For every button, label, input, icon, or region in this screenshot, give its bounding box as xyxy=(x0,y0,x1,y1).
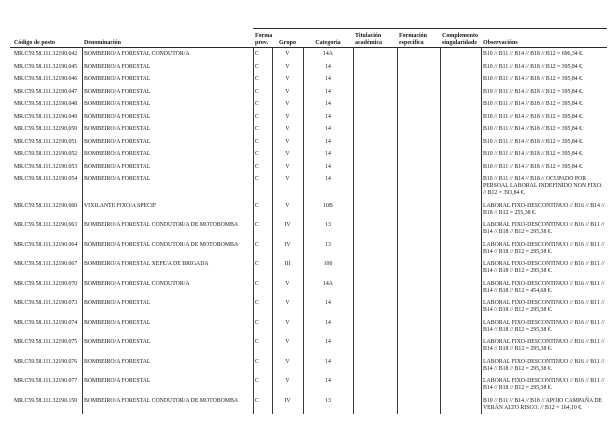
cell-observacions: LABORAL FIXO-DESCONTINUO // B16 // B14 // B18 // B12 = 255,38 €. xyxy=(483,202,605,216)
cell-codigo: MR.C59.58.111.32190.073 xyxy=(14,300,78,306)
cell-forma-prov: C xyxy=(255,319,259,326)
table-row xyxy=(10,61,607,74)
cell-denominacion: BOMBEIRO/A FORESTAL xyxy=(84,300,151,306)
cell-denominacion: BOMBEIRO/A FORESTAL CONDUTOR/A xyxy=(84,51,190,57)
table-body xyxy=(10,48,607,414)
cell-grupo: V xyxy=(285,176,290,182)
table-row xyxy=(10,219,607,239)
column-divider xyxy=(272,48,273,414)
col-header-formacion: Formación específica xyxy=(399,33,427,46)
cell-observacions: B10 // B11 // B14 // B18 // B12 = 395,84 €. xyxy=(483,63,584,70)
cell-forma-prov: C xyxy=(255,339,259,345)
cell-grupo: V xyxy=(285,202,290,209)
cell-grupo: V xyxy=(285,339,290,345)
cell-grupo: V xyxy=(285,76,290,82)
cell-codigo: MR.C59.58.111.32190.047 xyxy=(14,88,78,95)
column-divider xyxy=(481,48,482,414)
cell-observacions: B10 // B11 // B14 // B18 // B12 = 696,34 €. xyxy=(483,51,584,57)
column-divider xyxy=(353,48,354,414)
cell-categoria: 13 xyxy=(325,222,331,228)
cell-grupo: V xyxy=(285,151,290,157)
cell-codigo: MR.C59.58.111.32190.053 xyxy=(14,163,78,170)
cell-categoria: 14A xyxy=(323,280,333,287)
cell-grupo: IV xyxy=(284,222,291,228)
table-row xyxy=(10,317,607,337)
cell-denominacion: BOMBEIRO/A FORESTAL xyxy=(84,378,151,384)
column-divider xyxy=(397,48,398,414)
cell-grupo: V xyxy=(285,378,290,384)
cell-observacions: B10 // B11 // B14 // B18 // APOIO CAMPAÑA DE VERÁN ALTO RISCO. // B12 = 164,10 €. xyxy=(483,397,603,411)
cell-forma-prov: C xyxy=(255,241,259,248)
cell-codigo: MR.C59.58.111.32190.077 xyxy=(14,378,78,384)
cell-observacions: B10 // B11 // B14 // B18 // B12 = 395,84 €. xyxy=(483,76,584,82)
cell-denominacion: BOMBEIRO/A FORESTAL xyxy=(84,63,151,70)
cell-forma-prov: C xyxy=(255,261,259,267)
table-row xyxy=(10,356,607,376)
cell-grupo: V xyxy=(285,101,290,107)
cell-denominacion: BOMBEIRO/A FORESTAL xyxy=(84,319,151,326)
cell-grupo: V xyxy=(285,280,290,287)
cell-observacions: B10 // B11 // B14 // B18 // B12 = 395,84 €. xyxy=(483,88,584,95)
table-row xyxy=(10,48,607,61)
cell-grupo: V xyxy=(285,51,290,57)
cell-denominacion: BOMBEIRO/A FORESTAL xyxy=(84,101,151,107)
cell-denominacion: BOMBEIRO/A FORESTAL xyxy=(84,339,151,345)
table-row xyxy=(10,278,607,298)
cell-grupo: IV xyxy=(284,241,291,248)
cell-forma-prov: C xyxy=(255,222,259,228)
cell-forma-prov: C xyxy=(255,126,259,132)
cell-observacions: B10 // B11 // B14 // B18 // B12 = 395,84 €. xyxy=(483,126,584,132)
table-row xyxy=(10,148,607,161)
cell-codigo: MR.C59.58.111.32190.063 xyxy=(14,222,78,228)
cell-denominacion: BOMBEIRO/A FORESTAL CONDUTOR/A DE MOTOBOMBA xyxy=(84,222,239,228)
table-row xyxy=(10,123,607,136)
cell-observacions: LABORAL FIXO-DESCONTINUO // B16 // B11 // B14 // B18 // B12 = 454,68 €. xyxy=(483,280,605,294)
cell-forma-prov: C xyxy=(255,202,259,209)
table-row xyxy=(10,200,607,220)
cell-forma-prov: C xyxy=(255,358,259,365)
cell-codigo: MR.C59.58.111.32190.060 xyxy=(14,202,78,209)
cell-categoria: 100 xyxy=(323,261,333,267)
cell-observacions: B10 // B11 // B14 // B18 // B12 = 395,84 €. xyxy=(483,163,584,170)
cell-observacions: LABORAL FIXO-DESCONTINUO // B16 // B11 // B14 // B18 // B12 = 295,38 €. xyxy=(483,241,605,255)
table-row xyxy=(10,336,607,356)
cell-forma-prov: C xyxy=(255,88,259,95)
cell-codigo: MR.C59.58.111.32190.075 xyxy=(14,339,78,345)
cell-forma-prov: C xyxy=(255,63,259,70)
column-divider xyxy=(253,48,254,414)
cell-forma-prov: C xyxy=(255,163,259,170)
cell-observacions: B10 // B11 // B14 // B18 // B12 = 395,84 €. xyxy=(483,138,584,145)
cell-denominacion: BOMBEIRO/A FORESTAL CONDUTOR/A DE MOTOBOMBA xyxy=(84,397,239,404)
cell-grupo: V xyxy=(285,163,290,170)
cell-codigo: MR.C59.58.111.32190.067 xyxy=(14,261,78,267)
col-header-observacions: Observacións xyxy=(483,39,518,46)
cell-denominacion: BOMBEIRO/A FORESTAL xyxy=(84,138,151,145)
cell-forma-prov: C xyxy=(255,76,259,82)
cell-denominacion: BOMBEIRO/A FORESTAL CONDUTOR/A DE MOTOBOMBA xyxy=(84,241,239,248)
cell-categoria: 13 xyxy=(325,397,331,404)
col-header-grupo: Grupo xyxy=(278,39,296,46)
cell-observacions: B10 // B11 // B14 // B18 // B12 = 395,84 €. xyxy=(483,151,584,157)
cell-codigo: MR.C59.58.111.32190.070 xyxy=(14,280,78,287)
cell-grupo: III xyxy=(284,261,291,267)
cell-grupo: V xyxy=(285,319,290,326)
col-header-categoria: Categoría xyxy=(315,39,341,46)
cell-forma-prov: C xyxy=(255,300,259,306)
cell-forma-prov: C xyxy=(255,151,259,157)
table-row xyxy=(10,258,607,278)
cell-observacions: LABORAL FIXO-DESCONTINUO // B16 // B11 // B14 // B18 // B12 = 295,38 €. xyxy=(483,222,605,235)
cell-observacions: LABORAL FIXO-DESCONTINUO // B16 // B11 // B14 // B18 // B12 = 295,38 €. xyxy=(483,319,605,333)
cell-codigo: MR.C59.58.111.32190.045 xyxy=(14,63,78,70)
cell-grupo: IV xyxy=(284,397,291,404)
cell-categoria: 10B xyxy=(323,202,333,209)
cell-observacions: LABORAL FIXO-DESCONTINUO // B16 // B11 // B14 // B18 // B12 = 295,38 €. xyxy=(483,358,605,372)
cell-observacions: B10 // B11 // B14 // B18 // B12 = 395,84 €. xyxy=(483,113,584,120)
cell-categoria: 14 xyxy=(325,176,331,182)
column-divider xyxy=(303,48,304,414)
col-header-complemento: Complemento singularidade xyxy=(442,33,478,46)
cell-codigo: MR.C59.58.111.32190.052 xyxy=(14,151,78,157)
cell-categoria: 14 xyxy=(325,339,331,345)
column-divider xyxy=(82,48,83,414)
cell-categoria: 14A xyxy=(323,51,333,57)
cell-forma-prov: C xyxy=(255,101,259,107)
cell-grupo: V xyxy=(285,300,290,306)
table-row xyxy=(10,173,607,200)
cell-observacions: B10 // B11 // B14 // B18 // OCUPADO POR PERSOAL LABORAL INDEFINIDO NON FIXO. // B12 = 393,84 €. xyxy=(483,176,603,196)
cell-denominacion: BOMBEIRO/A FORESTAL xyxy=(84,151,151,157)
cell-codigo: MR.C59.58.111.32190.048 xyxy=(14,101,78,107)
cell-categoria: 14 xyxy=(325,63,331,70)
table-row xyxy=(10,297,607,317)
cell-codigo: MR.C59.58.111.32190.046 xyxy=(14,76,78,82)
col-header-denominacion: Denominación xyxy=(84,39,122,46)
table-row xyxy=(10,161,607,174)
cell-grupo: V xyxy=(285,113,290,120)
cell-denominacion: BOMBEIRO/A FORESTAL xyxy=(84,88,151,95)
cell-forma-prov: C xyxy=(255,138,259,145)
cell-categoria: 14 xyxy=(325,76,331,82)
cell-denominacion: BOMBEIRO/A FORESTAL xyxy=(84,358,151,365)
cell-categoria: 14 xyxy=(325,300,331,306)
cell-categoria: 14 xyxy=(325,378,331,384)
col-header-titulacion: Titulación académica xyxy=(355,33,382,46)
cell-codigo: MR.C59.58.111.32190.042 xyxy=(14,51,78,57)
cell-denominacion: BOMBEIRO/A FORESTAL xyxy=(84,176,151,182)
cell-grupo: V xyxy=(285,138,290,145)
cell-denominacion: BOMBEIRO/A FORESTAL XEFE/A DE BRIGADA xyxy=(84,261,209,267)
cell-categoria: 14 xyxy=(325,151,331,157)
cell-codigo: MR.C59.58.111.32190.050 xyxy=(14,126,78,132)
cell-observacions: LABORAL FIXO-DESCONTINUO // B16 // B11 // B14 // B18 // B12 = 295,38 €. xyxy=(483,339,605,352)
cell-grupo: V xyxy=(285,126,290,132)
cell-denominacion: BOMBEIRO/A FORESTAL xyxy=(84,126,151,132)
table-row xyxy=(10,375,607,395)
table-row xyxy=(10,111,607,124)
cell-categoria: 14 xyxy=(325,101,331,107)
cell-categoria: 14 xyxy=(325,319,331,326)
cell-codigo: MR.C59.58.111.32190.076 xyxy=(14,358,78,365)
cell-categoria: 14 xyxy=(325,126,331,132)
cell-denominacion: BOMBEIRO/A FORESTAL xyxy=(84,76,151,82)
cell-codigo: MR.C59.58.111.32190.064 xyxy=(14,241,78,248)
cell-observacions: LABORAL FIXO-DESCONTINUO // B16 // B11 // B14 // B18 // B12 = 295,38 €. xyxy=(483,261,605,274)
table-row xyxy=(10,86,607,99)
cell-categoria: 14 xyxy=(325,163,331,170)
cell-forma-prov: C xyxy=(255,378,259,384)
cell-categoria: 14 xyxy=(325,358,331,365)
col-header-forma-prov: Forma prov. xyxy=(255,33,273,46)
cell-observacions: LABORAL FIXO-DESCONTINUO // B16 // B11 // B14 // B18 // B12 = 295,38 €. xyxy=(483,300,605,313)
cell-grupo: V xyxy=(285,358,290,365)
table-row xyxy=(10,239,607,259)
cell-categoria: 13 xyxy=(325,241,331,248)
cell-grupo: V xyxy=(285,88,290,95)
cell-categoria: 14 xyxy=(325,113,331,120)
cell-observacions: B10 // B11 // B14 // B18 // B12 = 395,84 €. xyxy=(483,101,584,107)
cell-codigo: MR.C59.58.111.32190.150 xyxy=(14,397,78,404)
cell-codigo: MR.C59.58.111.32190.074 xyxy=(14,319,78,326)
cell-forma-prov: C xyxy=(255,113,259,120)
cell-denominacion: BOMBEIRO/A FORESTAL xyxy=(84,163,151,170)
rpt-table xyxy=(10,28,607,414)
cell-forma-prov: C xyxy=(255,176,259,182)
cell-grupo: V xyxy=(285,63,290,70)
table-header xyxy=(10,28,607,48)
cell-categoria: 14 xyxy=(325,138,331,145)
column-divider xyxy=(440,48,441,414)
cell-denominacion: BOMBEIRO/A FORESTAL xyxy=(84,113,151,120)
cell-forma-prov: C xyxy=(255,280,259,287)
col-header-codigo: Código de posto xyxy=(14,39,56,46)
table-row xyxy=(10,98,607,111)
cell-denominacion: BOMBEIRO/A FORESTAL CONDUTOR/A xyxy=(84,280,190,287)
table-row xyxy=(10,395,607,415)
cell-forma-prov: C xyxy=(255,51,259,57)
cell-codigo: MR.C59.58.111.32190.054 xyxy=(14,176,78,182)
cell-denominacion: VIXILANTE FIXO/A SPECIF xyxy=(84,202,157,209)
cell-observacions: LABORAL FIXO-DESCONTINUO // B16 // B11 // B14 // B18 // B12 = 295,38 €. xyxy=(483,378,605,391)
cell-codigo: MR.C59.58.111.32190.049 xyxy=(14,113,78,120)
cell-codigo: MR.C59.58.111.32190.051 xyxy=(14,138,78,145)
cell-forma-prov: C xyxy=(255,397,259,404)
cell-categoria: 14 xyxy=(325,88,331,95)
table-row xyxy=(10,136,607,149)
table-row xyxy=(10,73,607,86)
